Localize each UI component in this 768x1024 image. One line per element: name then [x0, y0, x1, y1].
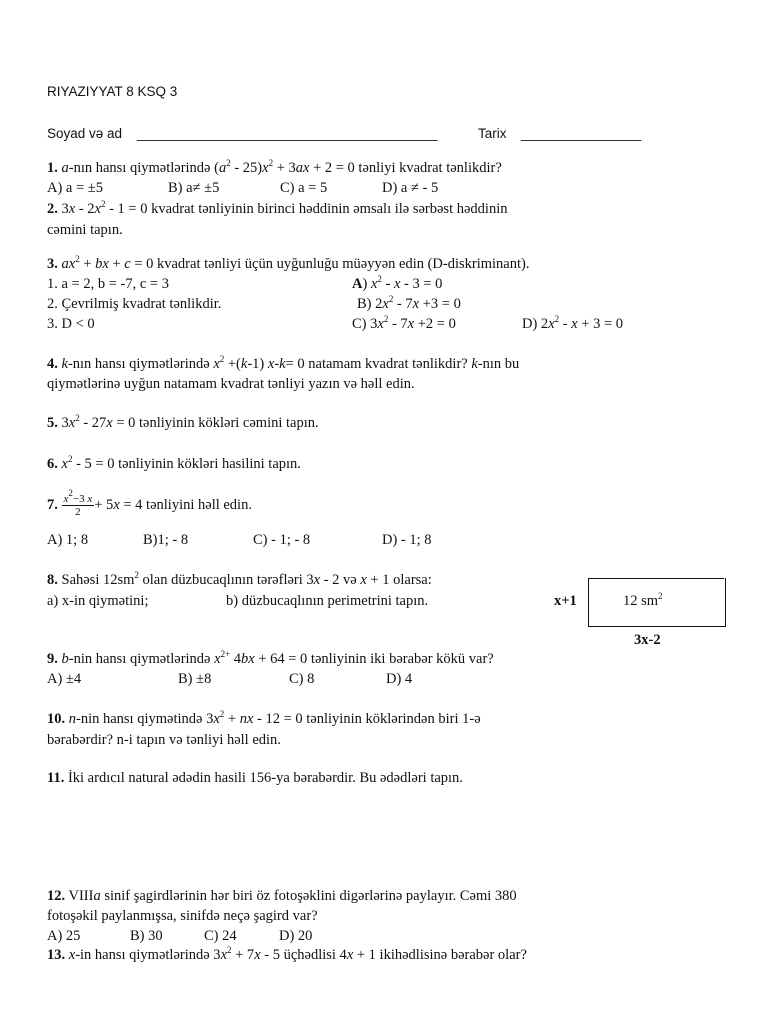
q1-option-d[interactable]: D) a ≠ - 5 [382, 180, 439, 196]
q3-option-b[interactable]: B) $2x^2 - 7x +3 = 0$ [357, 294, 461, 312]
question-12: 12. VIIIa sinif şagirdlərinin hər biri öz fotoşəklini digərlərinə paylayır. Cəmi 380 [47, 888, 517, 904]
rectangle-area-label: 12 $sm^2$ [623, 591, 663, 609]
q3-condition-2: 2. Çevrilmiş kvadrat tənlikdir. [47, 296, 222, 312]
question-8: 8. Sahəsi $12sm^2$ olan düzbucaqlının tərəfləri 3x - 2 və x + 1 olarsa: [47, 570, 432, 588]
q7-fraction: $\frac{x^2-3 x}{2}$ [63, 488, 93, 518]
q3-condition-3: 3. D < 0 [47, 316, 95, 332]
date-label: Tarix [478, 126, 507, 141]
question-2: 2. $3x - 2x^2 - 1 = 0$ kvadrat tənliyinin birinci həddinin əmsalı ilə sərbəst həddinin [47, 199, 508, 217]
q8-part-a: a) x-in qiymətini; [47, 593, 149, 609]
question-11: 11. İki ardıcıl natural ədədin hasili 156-ya bərabərdir. Bu ədədləri tapın. [47, 770, 463, 786]
question-4: 4. k-nın hansı qiymətlərində $x^2 +(k-1)$ x-k= 0 natamam kvadrat tənlikdir? k-nın bu [47, 354, 520, 372]
q8-part-b: b) düzbucaqlının perimetrini tapın. [226, 593, 429, 609]
q1-option-b[interactable]: B) a≠ ±5 [168, 180, 220, 196]
q3-condition-1: 1. a = 2, b = -7, c = 3 [47, 276, 169, 292]
q12-option-a[interactable]: A) 25 [47, 928, 81, 944]
date-field[interactable]: ________________ [521, 126, 642, 141]
q7-option-b[interactable]: B)1; - 8 [143, 532, 189, 548]
question-9: 9. b-nin hansı qiymətlərində $x^{2+}$ 4bx + 64 = 0 tənliyinin iki bərabər kökü var? [47, 649, 494, 667]
question-10-line2: bərabərdir? n-i tapın və tənliyi həll edin. [47, 732, 281, 748]
q7-option-a[interactable]: A) 1; 8 [47, 532, 89, 548]
worksheet-title: RIYAZIYYAT 8 KSQ 3 [47, 84, 178, 99]
rectangle-bottom-label: 3x-2 [634, 632, 661, 648]
q7-option-d[interactable]: D) - 1; 8 [382, 532, 432, 548]
name-field[interactable]: ________________________________________ [137, 126, 438, 141]
q1-option-c[interactable]: C) a = 5 [280, 180, 328, 196]
rectangle-side-label: x+1 [554, 593, 577, 609]
question-1: 1. a-nın hansı qiymətlərində $(a^2 - 25)x^2 + 3ax + 2 = 0$ tənliyi kvadrat tənlikdir? [47, 158, 502, 176]
q9-option-b[interactable]: B) ±8 [178, 671, 212, 687]
q3-option-c[interactable]: C) $3x^2 - 7x +2 = 0$ [352, 314, 456, 332]
q9-option-d[interactable]: D) 4 [386, 671, 413, 687]
q7-option-c[interactable]: C) - 1; - 8 [253, 532, 311, 548]
q9-option-a[interactable]: A) ±4 [47, 671, 82, 687]
question-12-line2: fotoşəkil paylanmışsa, sinifdə neçə şagird var? [47, 908, 318, 924]
q9-option-c[interactable]: C) 8 [289, 671, 315, 687]
q3-option-d[interactable]: D) $2x^2 - x + 3 = 0$ [522, 314, 624, 332]
question-6: 6. $x^2 - 5 = 0$ tənliyinin kökləri hasilini tapın. [47, 454, 301, 472]
question-13: 13. x-in hansı qiymətlərində $3x^2 + 7x - 5$ üçhədlisi 4x + 1 ikihədlisinə bərabər olar? [47, 945, 527, 963]
question-3: 3. $ax^2$ + bx + c = 0 kvadrat tənliyi üçün uyğunluğu müəyyən edin (D-diskriminant). [47, 254, 530, 272]
question-2-line2: cəmini tapın. [47, 222, 123, 238]
question-5: 5. $3x^2 - 27x = 0$ tənliyinin kökləri cəmini tapın. [47, 413, 319, 431]
question-4-line2: qiymətlərinə uyğun natamam kvadrat tənliyi yazın və həll edin. [47, 376, 415, 392]
q12-option-b[interactable]: B) 30 [130, 928, 163, 944]
name-label: Soyad və ad [47, 126, 123, 141]
q12-option-d[interactable]: D) 20 [279, 928, 313, 944]
q1-option-a[interactable]: A) a = ±5 [47, 180, 103, 196]
q3-option-a[interactable]: A) $x^2 - x - 3 = 0$ [352, 274, 443, 292]
question-10: 10. n-nin hansı qiymətində $3x^2$ + nx - 12 = 0 tənliyinin köklərindən biri 1-ə [47, 709, 481, 727]
q12-option-c[interactable]: C) 24 [204, 928, 237, 944]
question-7: 7. $\frac{x^2-3 x}{2}$ + 5x = 4 tənliyini həll edin. [47, 488, 252, 518]
